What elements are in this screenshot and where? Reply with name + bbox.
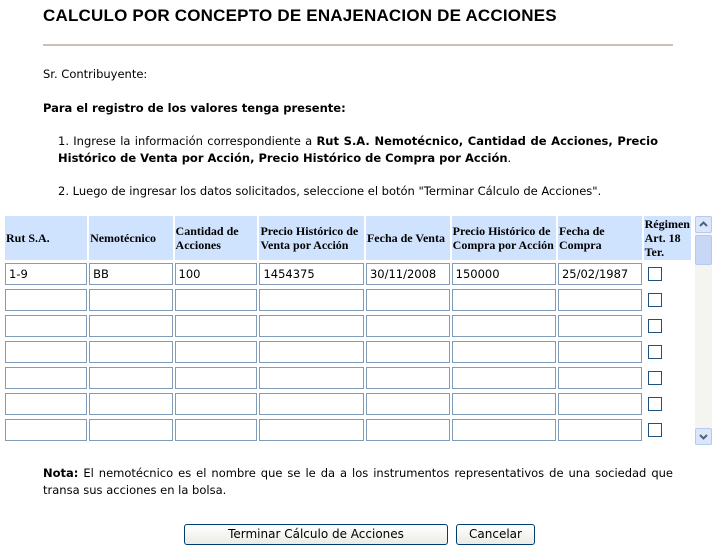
table-cell xyxy=(175,366,258,390)
cell-input[interactable] xyxy=(175,341,258,363)
table-cell xyxy=(558,262,642,286)
cell-input[interactable] xyxy=(89,289,172,311)
cell-input[interactable] xyxy=(89,341,172,363)
column-header: Precio Histórico de Venta por Acción xyxy=(259,216,364,260)
regimen-checkbox[interactable] xyxy=(648,397,662,411)
note-body: El nemotécnico es el nombre que se le da a los instrumentos representativos de una sociedad que transa sus acciones en la bolsa. xyxy=(43,466,673,497)
table-cell xyxy=(366,366,450,390)
cell-input[interactable] xyxy=(366,367,450,389)
scrollbar-thumb[interactable] xyxy=(695,235,712,265)
finish-calculation-button[interactable]: Terminar Cálculo de Acciones xyxy=(184,524,448,545)
column-header: Precio Histórico de Compra por Acción xyxy=(452,216,556,260)
cell-input[interactable] xyxy=(89,419,172,441)
cell-input[interactable]: BB xyxy=(89,263,172,285)
column-header: Cantidad de Acciones xyxy=(175,216,258,260)
table-cell xyxy=(644,366,691,390)
regimen-checkbox[interactable] xyxy=(648,319,662,333)
table-cell xyxy=(558,418,642,442)
cell-input[interactable] xyxy=(366,419,450,441)
table-cell xyxy=(558,340,642,364)
cell-input[interactable] xyxy=(175,367,258,389)
table-cell xyxy=(558,314,642,338)
cell-input[interactable]: 150000 xyxy=(452,263,556,285)
table-cell xyxy=(259,340,364,364)
table-cell xyxy=(644,262,691,286)
table-cell xyxy=(5,340,87,364)
table-cell xyxy=(259,288,364,312)
shares-table xyxy=(5,216,693,444)
table-cell xyxy=(259,418,364,442)
table-cell xyxy=(5,314,87,338)
note-text xyxy=(43,465,673,499)
cell-input[interactable] xyxy=(366,341,450,363)
table-cell xyxy=(452,262,556,286)
instruction-item-1 xyxy=(58,133,658,167)
table-cell xyxy=(366,288,450,312)
table-cell xyxy=(175,262,258,286)
table-cell xyxy=(259,314,364,338)
cell-input[interactable] xyxy=(175,419,258,441)
table-cell xyxy=(175,392,258,416)
cell-input[interactable] xyxy=(259,315,364,337)
table-cell xyxy=(452,288,556,312)
table-cell xyxy=(558,288,642,312)
cell-input[interactable] xyxy=(5,289,87,311)
cell-input[interactable] xyxy=(452,419,556,441)
table-cell xyxy=(366,392,450,416)
table-cell xyxy=(644,314,691,338)
cell-input[interactable] xyxy=(259,289,364,311)
arrow-up-icon[interactable] xyxy=(695,216,712,233)
table-cell xyxy=(366,340,450,364)
cell-input[interactable] xyxy=(89,367,172,389)
cell-input[interactable]: 30/11/2008 xyxy=(366,263,450,285)
cell-input[interactable] xyxy=(5,393,87,415)
instruction-item-2: 2. Luego de ingresar los datos solicitados, seleccione el botón "Terminar Cálculo de Acciones". xyxy=(58,184,602,198)
table-cell xyxy=(644,288,691,312)
table-row xyxy=(5,262,691,286)
arrow-up-glyph xyxy=(696,217,711,232)
table-cell xyxy=(5,418,87,442)
table-cell xyxy=(558,392,642,416)
cell-input[interactable] xyxy=(5,367,87,389)
cell-input[interactable] xyxy=(175,315,258,337)
table-cell xyxy=(644,418,691,442)
cell-input[interactable] xyxy=(89,315,172,337)
column-header: Fecha de Compra xyxy=(558,216,642,260)
cell-input[interactable] xyxy=(558,289,642,311)
cell-input[interactable] xyxy=(5,419,87,441)
table-cell xyxy=(452,340,556,364)
instruction-item-1-suffix: . xyxy=(507,151,512,165)
table-header-row xyxy=(5,216,691,260)
greeting-text: Sr. Contribuyente: xyxy=(43,67,148,81)
cell-input[interactable] xyxy=(175,393,258,415)
cell-input[interactable] xyxy=(259,393,364,415)
cell-input[interactable] xyxy=(452,393,556,415)
table-cell xyxy=(259,392,364,416)
table-cell xyxy=(452,314,556,338)
cell-input[interactable] xyxy=(558,315,642,337)
cell-input[interactable] xyxy=(5,315,87,337)
table-cell xyxy=(89,288,172,312)
cell-input[interactable] xyxy=(558,367,642,389)
table-row xyxy=(5,392,691,416)
regimen-checkbox[interactable] xyxy=(648,293,662,307)
table-cell xyxy=(558,366,642,390)
table-cell xyxy=(366,314,450,338)
table-row xyxy=(5,340,691,364)
table-cell xyxy=(175,288,258,312)
table-row xyxy=(5,418,691,442)
cell-input[interactable] xyxy=(366,289,450,311)
table-cell xyxy=(644,392,691,416)
cell-input[interactable] xyxy=(452,367,556,389)
table-cell xyxy=(452,418,556,442)
table-cell xyxy=(175,418,258,442)
cell-input[interactable]: 25/02/1987 xyxy=(558,263,642,285)
cell-input[interactable] xyxy=(259,367,364,389)
table-scrollbar[interactable] xyxy=(695,216,712,445)
table-cell xyxy=(5,392,87,416)
table-cell xyxy=(89,262,172,286)
table-row xyxy=(5,366,691,390)
table-cell xyxy=(5,366,87,390)
table-cell xyxy=(259,262,364,286)
table-cell xyxy=(89,418,172,442)
instruction-item-1-prefix: 1. Ingrese la información correspondiente a xyxy=(58,134,317,148)
arrow-down-icon[interactable] xyxy=(695,428,712,445)
cell-input[interactable] xyxy=(259,341,364,363)
instruction-item-1-fields: Rut S.A. Nemotécnico, Cantidad de Acciones, Precio Histórico de Venta por Acción, Precio Histórico de Compra por Acción xyxy=(58,134,658,165)
column-header: Nemotécnico xyxy=(89,216,172,260)
cell-input[interactable] xyxy=(452,341,556,363)
table-row xyxy=(5,288,691,312)
instructions-heading: Para el registro de los valores tenga presente: xyxy=(43,101,346,115)
cell-input[interactable] xyxy=(259,419,364,441)
table-cell xyxy=(259,366,364,390)
table-cell xyxy=(5,288,87,312)
table-cell xyxy=(89,366,172,390)
table-cell xyxy=(89,340,172,364)
table-cell xyxy=(89,314,172,338)
page-title: CALCULO POR CONCEPTO DE ENAJENACION DE ACCIONES xyxy=(43,6,557,25)
title-separator xyxy=(43,44,673,46)
cell-input[interactable] xyxy=(175,289,258,311)
cell-input[interactable]: 1-9 xyxy=(5,263,87,285)
cell-input[interactable] xyxy=(89,393,172,415)
table-cell xyxy=(366,262,450,286)
regimen-checkbox[interactable] xyxy=(648,371,662,385)
table-cell xyxy=(366,418,450,442)
table-row xyxy=(5,314,691,338)
shares-grid xyxy=(5,216,713,445)
cell-input[interactable]: 1454375 xyxy=(259,263,364,285)
table-cell xyxy=(452,366,556,390)
note-label: Nota: xyxy=(43,466,79,480)
cell-input[interactable] xyxy=(366,393,450,415)
arrow-down-glyph xyxy=(696,429,711,444)
table-cell xyxy=(5,262,87,286)
regimen-checkbox[interactable] xyxy=(648,345,662,359)
cell-input[interactable] xyxy=(452,289,556,311)
cell-input[interactable] xyxy=(558,419,642,441)
column-header: Rut S.A. xyxy=(5,216,87,260)
regimen-checkbox[interactable] xyxy=(648,267,662,281)
table-cell xyxy=(175,314,258,338)
cell-input[interactable] xyxy=(366,315,450,337)
column-header: Régimen Art. 18 Ter. xyxy=(644,217,690,259)
cell-input[interactable] xyxy=(558,341,642,363)
table-cell xyxy=(175,340,258,364)
cell-input[interactable] xyxy=(5,341,87,363)
cell-input[interactable] xyxy=(452,315,556,337)
table-cell xyxy=(89,392,172,416)
cell-input[interactable]: 100 xyxy=(175,263,258,285)
table-cell xyxy=(644,340,691,364)
table-cell xyxy=(452,392,556,416)
cancel-button[interactable]: Cancelar xyxy=(456,524,535,545)
regimen-checkbox[interactable] xyxy=(648,423,662,437)
column-header: Fecha de Venta xyxy=(366,216,450,260)
cell-input[interactable] xyxy=(558,393,642,415)
